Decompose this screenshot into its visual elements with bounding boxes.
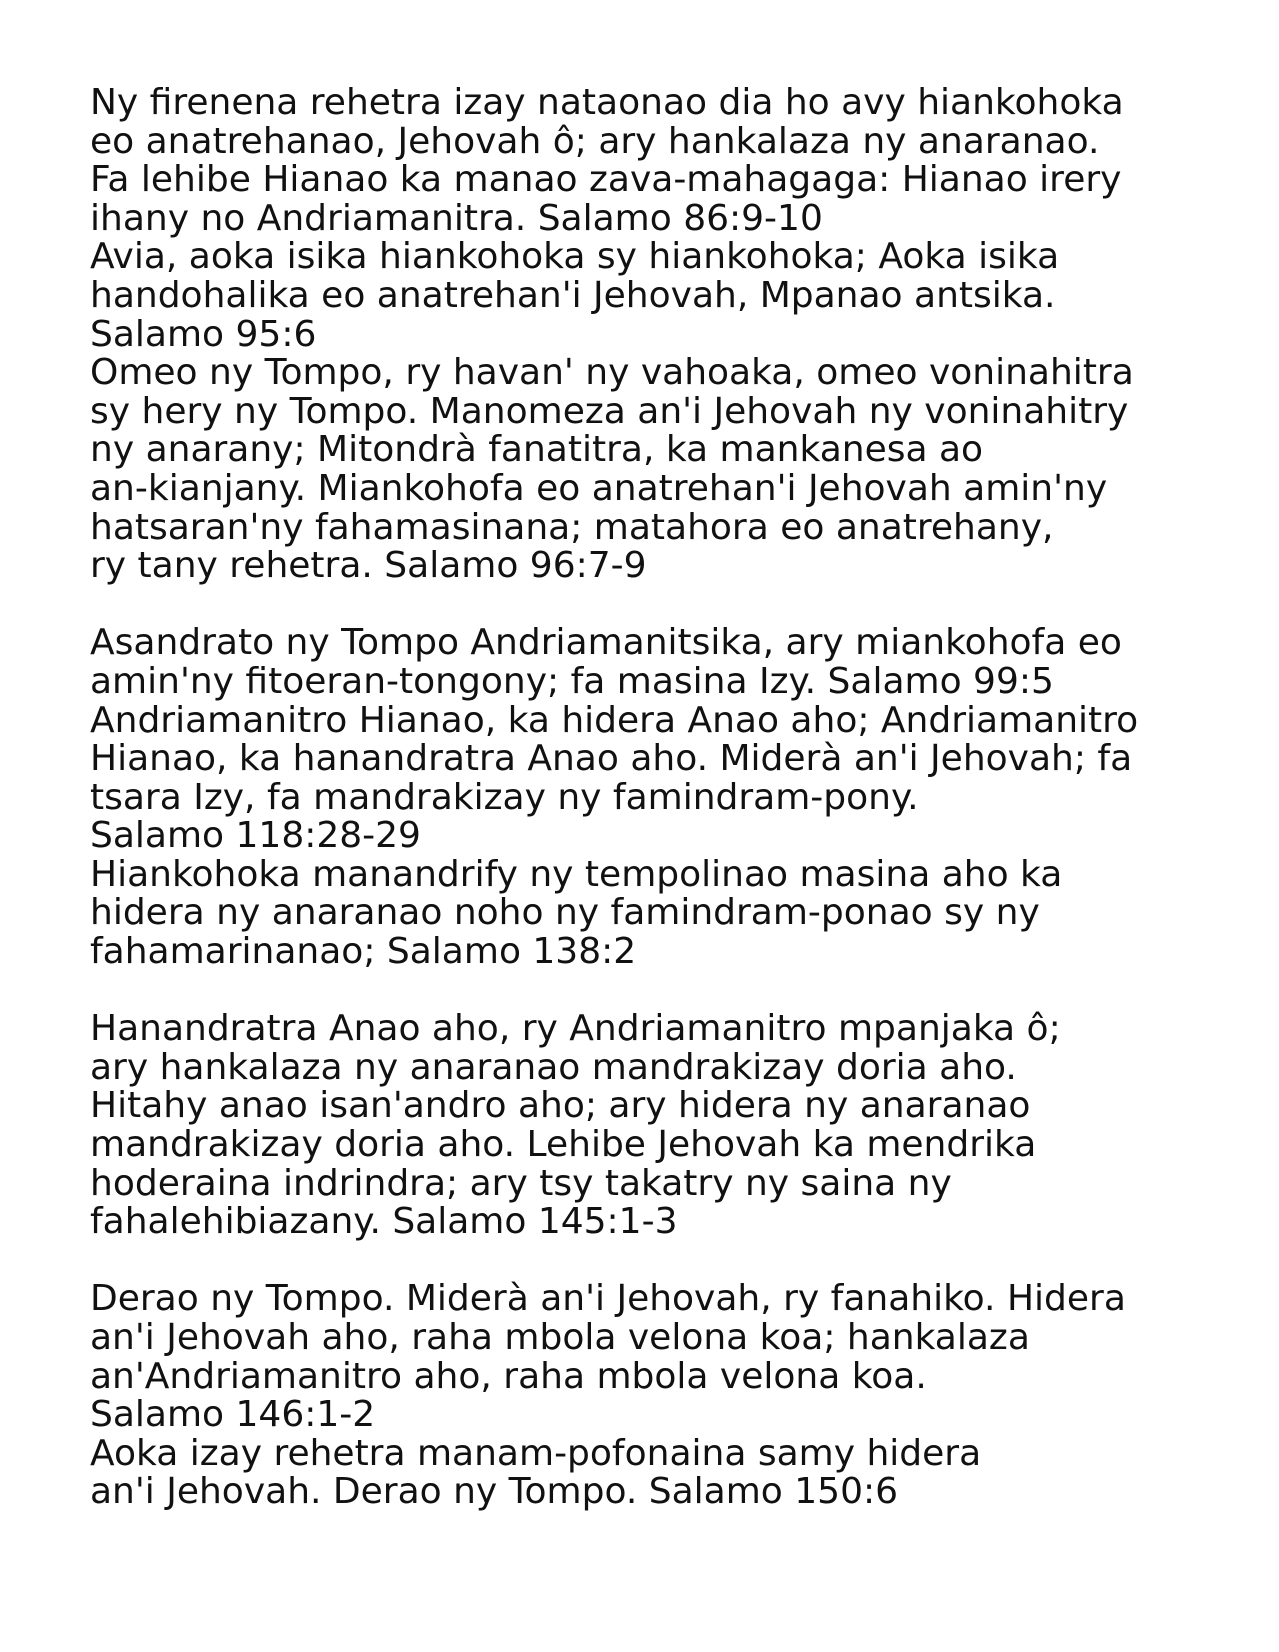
text-line: hoderaina indrindra; ary tsy takatry ny saina ny: [90, 1162, 952, 1204]
text-line: fahalehibiazany. Salamo 145:1-3: [90, 1201, 678, 1243]
text-line: Salamo 118:28-29: [90, 815, 421, 857]
text-line: an-kianjany. Miankohofa eo anatrehan'i Jehovah amin'ny: [90, 467, 1108, 509]
text-line: Salamo 146:1-2: [90, 1394, 376, 1436]
text-line: Fa lehibe Hianao ka manao zava-mahagaga: Hianao irery: [90, 159, 1122, 201]
text-line: Salamo 95:6: [90, 313, 317, 355]
text-line: tsara Izy, fa mandrakizay ny famindram-pony.: [90, 776, 919, 818]
paragraph: [90, 1010, 1240, 1242]
text-line: an'Andriamanitro aho, raha mbola velona koa.: [90, 1355, 927, 1397]
text-line: amin'ny fitoeran-tongony; fa masina Izy. Salamo 99:5: [90, 660, 1054, 702]
text-line: hatsaran'ny fahamasinana; matahora eo anatrehany,: [90, 506, 1054, 548]
text-line: sy hery ny Tompo. Manomeza an'i Jehovah ny voninahitry: [90, 390, 1129, 432]
paragraph: [90, 624, 1240, 971]
text-line: Omeo ny Tompo, ry havan' ny vahoaka, omeo voninahitra: [90, 352, 1134, 394]
text-line: Hianao, ka hanandratra Anao aho. Miderà an'i Jehovah; fa: [90, 738, 1133, 780]
text-line: eo anatrehanao, Jehovah ô; ary hankalaza ny anaranao.: [90, 120, 1100, 162]
text-line: ry tany rehetra. Salamo 96:7-9: [90, 545, 647, 587]
text-line: Hanandratra Anao aho, ry Andriamanitro mpanjaka ô;: [90, 1008, 1061, 1050]
text-line: hidera ny anaranao noho ny famindram-ponao sy ny: [90, 892, 1040, 934]
paragraph-gap: [90, 1242, 1240, 1281]
document-page: [90, 84, 1240, 1512]
text-line: Ny firenena rehetra izay nataonao dia ho avy hiankohoka: [90, 82, 1124, 123]
text-line: Aoka izay rehetra manam-pofonaina samy hidera: [90, 1432, 982, 1474]
text-line: an'i Jehovah aho, raha mbola velona koa; hankalaza: [90, 1317, 1030, 1358]
text-line: Derao ny Tompo. Miderà an'i Jehovah, ry fanahiko. Hidera: [90, 1278, 1126, 1320]
text-line: ihany no Andriamanitra. Salamo 86:9-10: [90, 197, 823, 239]
text-line: Asandrato ny Tompo Andriamanitsika, ary miankohofa eo: [90, 622, 1122, 664]
text-line: an'i Jehovah. Derao ny Tompo. Salamo 150:6: [90, 1471, 899, 1513]
text-line: Avia, aoka isika hiankohoka sy hiankohoka; Aoka isika: [90, 236, 1060, 278]
text-line: mandrakizay doria aho. Lehibe Jehovah ka mendrika: [90, 1124, 1037, 1166]
text-line: Hiankohoka manandrify ny tempolinao masina aho ka: [90, 853, 1063, 895]
text-line: ny anarany; Mitondrà fanatitra, ka mankanesa ao: [90, 429, 984, 471]
paragraph-gap: [90, 586, 1240, 625]
text-line: fahamarinanao; Salamo 138:2: [90, 931, 637, 973]
text-line: ary hankalaza ny anaranao mandrakizay doria aho.: [90, 1046, 1017, 1088]
paragraph-gap: [90, 972, 1240, 1011]
text-line: Hitahy anao isan'andro aho; ary hidera ny anaranao: [90, 1085, 1031, 1127]
text-line: Andriamanitro Hianao, ka hidera Anao aho; Andriamanitro: [90, 699, 1139, 741]
text-line: handohalika eo anatrehan'i Jehovah, Mpanao antsika.: [90, 274, 1056, 316]
paragraph: [90, 1280, 1240, 1512]
paragraph: [90, 84, 1240, 586]
